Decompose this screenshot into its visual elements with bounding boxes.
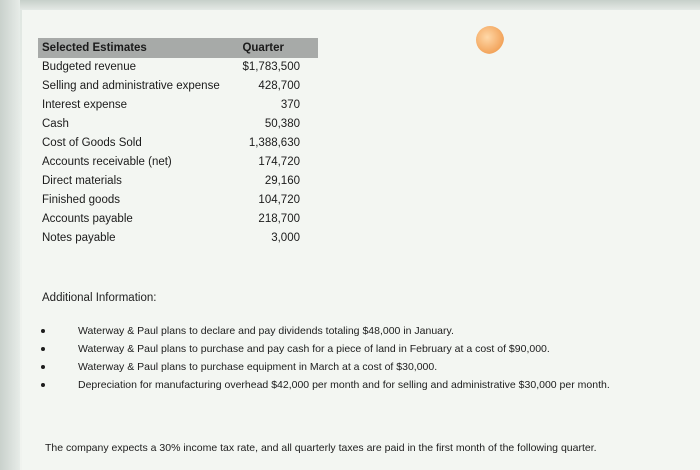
row-label: Accounts receivable (net) [42, 156, 172, 168]
row-value: 3,000 [271, 232, 300, 244]
selected-estimates-table [38, 38, 318, 248]
row-label: Cost of Goods Sold [42, 137, 142, 149]
row-label: Direct materials [42, 175, 122, 187]
table-row [38, 77, 318, 96]
bullet-icon [41, 383, 45, 387]
bullet-icon [41, 347, 45, 351]
row-value: 370 [280, 99, 300, 111]
list-item [36, 376, 676, 394]
list-item-text: Waterway & Paul plans to declare and pay dividends totaling $48,000 in January. [78, 325, 454, 337]
table-header-label: Selected Estimates [42, 42, 147, 54]
row-value: $1,783,500 [242, 61, 300, 73]
row-label: Selling and administrative expense [42, 80, 220, 92]
additional-information-heading: Additional Information: [42, 292, 157, 304]
list-item [36, 340, 676, 358]
row-label: Interest expense [42, 99, 128, 111]
row-value: 218,700 [258, 213, 300, 225]
monitor-bezel-top [0, 0, 700, 10]
list-item [36, 322, 676, 340]
table-header-period: Quarter [242, 42, 284, 54]
table-row [38, 96, 318, 115]
row-value: 1,388,630 [248, 137, 300, 149]
row-value: 428,700 [258, 80, 300, 92]
table-header-row [38, 38, 318, 58]
row-value: 104,720 [258, 194, 300, 206]
table-row [38, 210, 318, 229]
tax-rate-note: The company expects a 30% income tax rate, and all quarterly taxes are paid in the first month of the following quarter. [45, 442, 597, 454]
row-label: Notes payable [42, 232, 116, 244]
table-row [38, 134, 318, 153]
row-value: 29,160 [264, 175, 300, 187]
table-row [38, 115, 318, 134]
row-label: Accounts payable [42, 213, 133, 225]
table-row [38, 229, 318, 248]
row-value: 174,720 [258, 156, 300, 168]
orange-glare-spot [476, 26, 504, 54]
row-label: Finished goods [42, 194, 120, 206]
row-label: Cash [42, 118, 69, 130]
table-row [38, 172, 318, 191]
additional-information-list [36, 322, 676, 394]
table-row [38, 58, 318, 77]
row-value: 50,380 [264, 118, 300, 130]
row-label: Budgeted revenue [42, 61, 136, 73]
list-item-text: Waterway & Paul plans to purchase and pay cash for a piece of land in February at a cost of $90,000. [78, 343, 550, 355]
table-row [38, 191, 318, 210]
list-item-text: Depreciation for manufacturing overhead $42,000 per month and for selling and administrative $30,000 per month. [78, 379, 610, 391]
list-item [36, 358, 676, 376]
list-item-text: Waterway & Paul plans to purchase equipment in March at a cost of $30,000. [78, 361, 438, 373]
bullet-icon [41, 365, 45, 369]
monitor-bezel-left [0, 0, 20, 470]
bullet-icon [41, 329, 45, 333]
table-row [38, 153, 318, 172]
